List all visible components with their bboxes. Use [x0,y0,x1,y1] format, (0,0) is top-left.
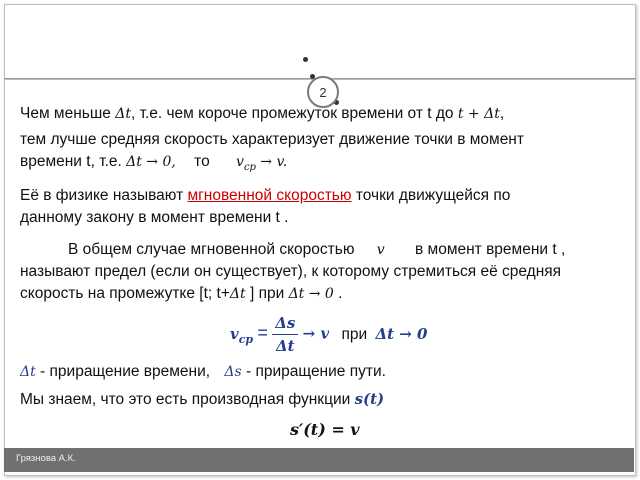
text-l4a: Её в физике называют [20,187,184,204]
formula-derivative: s′(t) = v [290,420,360,439]
math-delta-t-to-0: Δt → 0 [288,286,334,302]
formula-numerator: Δs [272,312,298,335]
formula-denominator: Δt [276,337,295,355]
math-delta-t: Δt [229,286,246,302]
author-label: Грязнова А.К. [16,453,76,464]
math-t-plus-delta-t: t + Δt [457,106,500,122]
text-l4b: точки движущейся по [355,187,511,204]
math-delta-t: Δt [20,364,36,380]
text-l10a: - приращение времени, [35,363,211,380]
text-l3a: времени t, т.е. [20,153,122,170]
text-l11a: Мы знаем, что это есть производная функции [20,391,351,408]
text-line-1 [20,104,504,124]
text-line-2: тем лучше средняя скорость характеризует движение точки в момент [20,131,524,148]
text-l3b: то [194,153,210,170]
math-s-of-t: s(t) [354,390,385,408]
text-l1c: , [499,105,505,122]
text-line-10 [20,362,386,382]
text-line-3 [20,152,287,177]
math-v-avg: $v_{ср}$ [236,154,256,173]
formula-eq: = [257,322,268,343]
math-delta-t-to-0: Δt → 0, [126,154,176,170]
slide-number: 2 [319,84,327,100]
text-line-7: называют предел (если он существует), к которому стремиться её средняя [20,263,562,280]
decor-dot [303,57,308,62]
text-l6b: в момент времени t , [415,241,566,258]
formula-arrow-v: → v [302,324,330,343]
formula-v-avg: $v_{ср}$ [230,324,254,346]
math-v: v [376,242,385,258]
text-l1b: , т.е. чем короче промежуток времени от t до [130,105,454,122]
text-l8a: скорость на промежутке [t; t+ [20,285,230,302]
text-line-11 [20,390,384,409]
text-line-4 [20,186,510,205]
footer-bar [4,448,634,472]
text-l8b: ] при [249,285,285,302]
formula-fraction [272,312,298,357]
math-delta-s: Δs [224,364,242,380]
text-l10b: - приращение пути. [241,363,386,380]
formula-instant-velocity [230,312,428,357]
term-instant-velocity: мгновенной скоростью [187,187,352,204]
text-line-5: данному закону в момент времени t . [20,209,289,226]
text-line-6 [68,240,565,260]
math-delta-t: Δt [115,106,131,122]
formula-pri: при [341,325,368,343]
text-l8c: . [338,285,343,302]
formula-condition: Δt → 0 [375,324,428,343]
text-line-8 [20,284,342,304]
text-l6a: В общем случае мгновенной скоростью [68,241,355,258]
math-arrow-v: → v. [260,154,288,170]
text-l1a: Чем меньше [20,105,111,122]
